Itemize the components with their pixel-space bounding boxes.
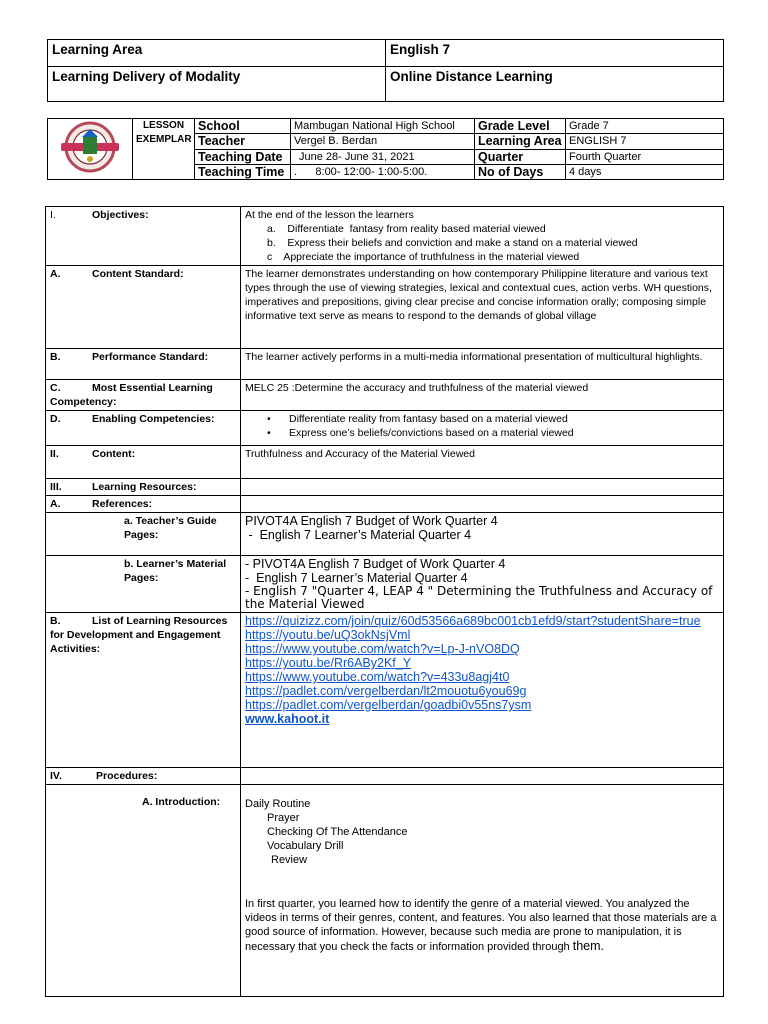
learners-material-label: b. Learner’s Material (124, 558, 227, 570)
routine-review: Review (271, 854, 308, 866)
school-seal-icon (54, 119, 126, 175)
lesson-plan-table (45, 206, 724, 997)
quarter-value: Fourth Quarter (566, 149, 724, 164)
learners-material-pages-label: Pages: (124, 572, 159, 584)
list-resources-label: List of Learning Resources (92, 615, 228, 627)
learning-area-label: Learning Area (48, 40, 386, 67)
content-text: Truthfulness and Accuracy of the Material Viewed (241, 446, 724, 479)
performance-standard-label: Performance Standard: (92, 351, 209, 363)
list-resources-label-cont: for Development and Engagement (50, 629, 221, 641)
resources-num: III. (50, 481, 62, 493)
introduction-label: A. Introduction: (46, 785, 241, 997)
teachers-guide-line: - English 7 Learner’s Material Quarter 4 (245, 528, 472, 542)
objectives-row (46, 207, 724, 266)
days-value: 4 days (566, 164, 724, 179)
exemplar-label: EXEMPLAR (136, 134, 192, 145)
date-value: June 28- June 31, 2021 (291, 149, 475, 164)
school-value: Mambugan National High School (291, 119, 475, 134)
content-row (46, 446, 724, 479)
references-num: A. (50, 498, 61, 510)
learning-resources-row (46, 613, 724, 768)
objectives-label: Objectives: (92, 209, 149, 221)
resources-label: Learning Resources: (92, 481, 197, 493)
kahoot-link[interactable]: www.kahoot.it (245, 712, 330, 726)
teachers-guide-label: a. Teacher’s Guide (124, 515, 217, 527)
days-label: No of Days (475, 164, 566, 179)
lesson-label: LESSON (142, 120, 185, 131)
resource-link[interactable]: https://padlet.com/vergelberdan/goadbi0v55ns7ysm (245, 698, 532, 712)
list-resources-label-cont: Activities: (50, 643, 101, 655)
school-logo (48, 119, 133, 180)
content-standard-num: A. (50, 268, 61, 280)
quarter-label: Quarter (475, 149, 566, 164)
learners-material-line: - English 7 Learner’s Material Quarter 4 (245, 571, 468, 585)
routine-item: Vocabulary Drill (267, 840, 344, 852)
introduction-paragraph (245, 897, 719, 954)
grade-value: Grade 7 (566, 119, 724, 134)
daily-routine-title: Daily Routine (245, 798, 311, 810)
introduction-paragraph-end: them. (572, 939, 605, 953)
enabling-num: D. (50, 413, 61, 425)
teacher-value: Vergel B. Berdan (291, 134, 475, 149)
objective-item: c Appreciate the importance of truthfulness in the material viewed (267, 251, 580, 263)
area-label: Learning Area (475, 134, 566, 149)
references-row (46, 496, 724, 513)
content-standard-label: Content Standard: (92, 268, 184, 280)
resource-link[interactable]: https://www.youtube.com/watch?v=433u8agj4t0 (245, 670, 510, 684)
learners-material-row (46, 556, 724, 613)
learning-area-value: English 7 (386, 40, 724, 67)
learners-material-line: - PIVOT4A English 7 Budget of Work Quarter 4 (245, 557, 506, 571)
objective-item: b. Express their beliefs and conviction and make a stand on a material viewed (267, 237, 638, 249)
performance-standard-row (46, 349, 724, 380)
routine-item: Checking Of The Attendance (267, 826, 408, 838)
header-table (47, 39, 724, 102)
time-label: Teaching Time (195, 164, 291, 179)
enabling-row (46, 411, 724, 446)
resource-link[interactable]: https://youtu.be/uQ3okNsjVml (245, 628, 411, 642)
content-standard-row (46, 266, 724, 349)
teachers-guide-line: PIVOT4A English 7 Budget of Work Quarter 4 (245, 514, 498, 528)
resource-link[interactable]: https://youtu.be/Rr6ABy2Kf_Y (245, 656, 412, 670)
school-label: School (195, 119, 291, 134)
melc-num: C. (50, 382, 61, 394)
grade-label: Grade Level (475, 119, 566, 134)
teachers-guide-pages-label: Pages: (124, 529, 159, 541)
learners-material-line: - English 7 "Quarter 4, LEAP 4 " Determining the Truthfulness and Accuracy of the Material Viewed (245, 584, 713, 611)
enabling-item: • Differentiate reality from fantasy based on a material viewed (245, 412, 719, 426)
list-resources-num: B. (50, 615, 61, 627)
objectives-num: I. (50, 209, 56, 221)
routine-item: Prayer (267, 812, 300, 824)
introduction-paragraph-text: In first quarter, you learned how to identify the genre of a material viewed. You analyzed the videos in terms of their genres, content, and features. You also learned that those materials are a good source of information. However, because such media are prone to manipulation, it is necessary that you check the facts or information provided through (245, 898, 717, 953)
melc-label: Most Essential Learning (92, 382, 213, 394)
melc-text: MELC 25 :Determine the accuracy and truthfulness of the material viewed (241, 380, 724, 411)
enabling-item: • Express one’s beliefs/convictions based on a material viewed (245, 426, 719, 440)
resource-link[interactable]: https://www.youtube.com/watch?v=Lp-J-nVO8DQ (245, 642, 520, 656)
school-info-table (47, 118, 724, 180)
procedures-num: IV. (50, 770, 62, 782)
performance-standard-text: The learner actively performs in a multi-media informational presentation of multicultural highlights. (241, 349, 724, 380)
lesson-exemplar-label (133, 119, 195, 180)
melc-row (46, 380, 724, 411)
resources-row (46, 479, 724, 496)
date-label: Teaching Date (195, 149, 291, 164)
objectives-intro: At the end of the lesson the learners (245, 209, 414, 221)
procedures-row (46, 768, 724, 785)
teachers-guide-row (46, 513, 724, 556)
enabling-label: Enabling Competencies: (92, 413, 215, 425)
area-value: ENGLISH 7 (566, 134, 724, 149)
content-standard-text: The learner demonstrates understanding on how contemporary Philippine literature and various text types through the use of viewing strategies, lexical and contextual cues, action verbs. WH questions, imperatives and prepositions, giving clear precise and concise information orally; composing simple informative text serve as means to respond to the demands of global village (241, 266, 724, 349)
resource-link[interactable]: https://padlet.com/vergelberdan/lt2mouotu6you69g (245, 684, 527, 698)
modality-label: Learning Delivery of Modality (48, 67, 386, 102)
melc-label-cont: Competency: (50, 396, 117, 408)
references-label: References: (92, 498, 153, 510)
objective-item: a. Differentiate fantasy from reality based material viewed (267, 223, 546, 235)
time-value: . 8:00- 12:00- 1:00-5:00. (291, 164, 475, 179)
content-num: II. (50, 448, 59, 460)
teacher-label: Teacher (195, 134, 291, 149)
resource-link[interactable]: https://quizizz.com/join/quiz/60d53566a689bc001cb1efd9/start?studentShare=true (245, 614, 701, 628)
modality-value: Online Distance Learning (386, 67, 724, 102)
introduction-row (46, 785, 724, 997)
content-label: Content: (92, 448, 136, 460)
procedures-label: Procedures: (96, 770, 158, 782)
performance-standard-num: B. (50, 351, 61, 363)
